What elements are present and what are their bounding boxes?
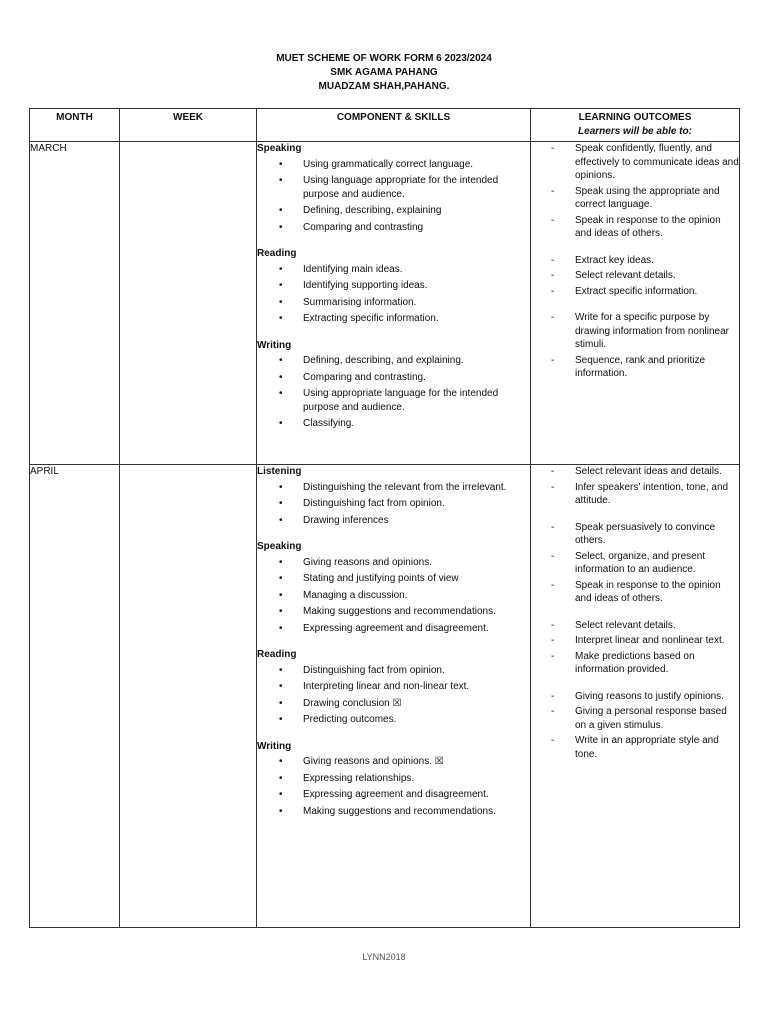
skill-item xyxy=(257,680,530,694)
skill-item xyxy=(257,805,530,819)
bullet-icon: • xyxy=(279,664,283,676)
outcome-item xyxy=(531,214,739,241)
skill-group xyxy=(257,339,530,431)
week-cell xyxy=(120,465,257,928)
bullet-icon: • xyxy=(279,418,283,429)
week-cell xyxy=(120,142,257,465)
skill-item xyxy=(257,664,530,678)
bullet-icon: • xyxy=(279,573,283,584)
bullet-icon: • xyxy=(279,158,283,170)
outcome-text: Speak persuasively to convince others. xyxy=(575,521,716,546)
bullet-icon: • xyxy=(279,606,283,617)
dash-icon: - xyxy=(551,354,555,366)
dash-icon: - xyxy=(551,579,555,591)
outcomes-header-label: LEARNING OUTCOMES xyxy=(578,112,692,123)
skill-item xyxy=(257,772,530,786)
skill-item xyxy=(257,556,530,570)
outcome-group xyxy=(531,619,739,677)
bullet-icon: • xyxy=(279,714,283,725)
school-name: SMK AGAMA PAHANG xyxy=(330,67,438,78)
skill-item xyxy=(257,572,530,586)
outcome-text: Giving reasons to justify opinions. xyxy=(575,690,724,702)
dash-icon: - xyxy=(551,619,555,631)
skill-item xyxy=(257,312,530,326)
skill-text: Comparing and contrasting. xyxy=(303,371,426,383)
component-cell xyxy=(257,465,531,928)
outcome-group xyxy=(531,465,739,508)
skill-item xyxy=(257,221,530,235)
skill-group-label: Speaking xyxy=(257,541,302,552)
skill-text: Using appropriate language for the intended purpose and audience. xyxy=(303,388,499,413)
component-column-header: COMPONENT & SKILLS xyxy=(257,109,531,142)
outcome-item xyxy=(531,650,739,677)
table-header-row xyxy=(30,109,740,142)
outcome-item xyxy=(531,619,739,633)
skill-text: Predicting outcomes. xyxy=(303,714,397,725)
outcomes-cell xyxy=(531,142,740,465)
skill-text: Giving reasons and opinions. ☒ xyxy=(303,756,444,767)
outcome-text: Giving a personal response based on a given stimulus. xyxy=(575,706,727,731)
outcome-group xyxy=(531,521,739,606)
skill-item xyxy=(257,296,530,310)
skill-group xyxy=(257,540,530,635)
month-cell: APRIL xyxy=(30,465,120,928)
dash-icon: - xyxy=(551,706,555,717)
outcome-text: Speak in response to the opinion and ideas of others. xyxy=(575,579,721,604)
skill-group-label: Speaking xyxy=(257,143,302,154)
outcome-item xyxy=(531,311,739,352)
skill-group-label: Writing xyxy=(257,740,292,752)
bullet-icon: • xyxy=(279,756,283,767)
outcome-text: Extract key ideas. xyxy=(575,254,654,266)
month-cell: MARCH xyxy=(30,142,120,465)
outcome-group xyxy=(531,690,739,762)
dash-icon: - xyxy=(551,143,555,154)
outcome-item xyxy=(531,142,739,183)
outcome-text: Speak using the appropriate and correct language. xyxy=(575,185,720,210)
skill-text: Expressing agreement and disagreement. xyxy=(303,622,489,634)
skill-group xyxy=(257,648,530,727)
outcome-item xyxy=(531,705,739,732)
skill-item xyxy=(257,204,530,218)
outcomes-column-header xyxy=(531,109,740,142)
skill-group xyxy=(257,247,530,326)
bullet-icon: • xyxy=(279,263,283,275)
bullet-icon: • xyxy=(279,789,283,800)
skill-text: Interpreting linear and non-linear text. xyxy=(303,681,470,692)
bullet-icon: • xyxy=(279,514,283,526)
footer-watermark: LYNN2018 xyxy=(362,952,406,962)
outcome-item xyxy=(531,734,739,761)
skill-group-label: Reading xyxy=(257,248,297,259)
skill-item xyxy=(257,481,530,495)
skill-group-label: Writing xyxy=(257,339,292,351)
outcomes-cell xyxy=(531,465,740,928)
outcome-item xyxy=(531,690,739,704)
skill-item xyxy=(257,755,530,769)
week-column-header: WEEK xyxy=(120,109,257,142)
skill-text: Managing a discussion. xyxy=(303,589,408,601)
skill-group xyxy=(257,740,530,819)
outcome-item xyxy=(531,254,739,268)
skill-text: Expressing relationships. xyxy=(303,772,415,784)
dash-icon: - xyxy=(551,214,555,226)
skill-text: Identifying supporting ideas. xyxy=(303,280,428,291)
skill-text: Making suggestions and recommendations. xyxy=(303,805,496,817)
bullet-icon: • xyxy=(279,175,283,186)
outcome-text: Select relevant details. xyxy=(575,270,676,281)
bullet-icon: • xyxy=(279,697,283,709)
outcome-text: Write in an appropriate style and tone. xyxy=(575,735,719,760)
skill-item xyxy=(257,622,530,636)
outcome-item xyxy=(531,269,739,283)
outcome-text: Extract specific information. xyxy=(575,285,698,297)
outcome-item xyxy=(531,354,739,381)
outcome-text: Select relevant details. xyxy=(575,619,676,631)
outcome-group xyxy=(531,142,739,241)
dash-icon: - xyxy=(551,185,555,197)
bullet-icon: • xyxy=(279,805,283,817)
skill-item xyxy=(257,354,530,368)
dash-icon: - xyxy=(551,735,555,746)
bullet-icon: • xyxy=(279,280,283,291)
outcomes-header-subtitle: Learners will be able to: xyxy=(578,125,692,137)
outcome-text: Sequence, rank and prioritize information. xyxy=(575,354,706,379)
skill-item xyxy=(257,497,530,511)
dash-icon: - xyxy=(551,635,555,646)
skill-item xyxy=(257,589,530,603)
outcome-item xyxy=(531,481,739,508)
skill-group-label: Reading xyxy=(257,649,297,660)
skill-text: Using language appropriate for the intended purpose and audience. xyxy=(303,175,499,200)
skill-item xyxy=(257,788,530,802)
skill-text: Defining, describing, and explaining. xyxy=(303,355,464,366)
skill-text: Comparing and contrasting xyxy=(303,221,424,233)
bullet-icon: • xyxy=(279,772,283,784)
bullet-icon: • xyxy=(279,622,283,634)
bullet-icon: • xyxy=(279,371,283,383)
component-cell xyxy=(257,142,531,465)
skill-item xyxy=(257,605,530,619)
skill-text: Classifying. xyxy=(303,418,355,429)
dash-icon: - xyxy=(551,521,555,533)
outcome-text: Infer speakers’ intention, tone, and attitude. xyxy=(575,481,729,506)
skill-item xyxy=(257,514,530,528)
document-title: MUET SCHEME OF WORK FORM 6 2023/2024 xyxy=(276,53,492,64)
bullet-icon: • xyxy=(279,556,283,568)
skill-item xyxy=(257,387,530,414)
outcome-group xyxy=(531,254,739,299)
dash-icon: - xyxy=(551,550,555,562)
skill-item xyxy=(257,174,530,201)
dash-icon: - xyxy=(551,481,555,493)
outcome-text: Make predictions based on information provided. xyxy=(575,650,695,675)
skill-item xyxy=(257,713,530,727)
skill-item xyxy=(257,371,530,385)
outcome-item xyxy=(531,634,739,648)
skill-item xyxy=(257,158,530,172)
outcome-item xyxy=(531,550,739,577)
skill-text: Drawing inferences xyxy=(303,514,389,526)
outcome-text: Select, organize, and present information to an audience. xyxy=(575,550,706,575)
dash-icon: - xyxy=(551,254,555,266)
outcome-text: Speak confidently, fluently, and effectively to communicate ideas and opinions. xyxy=(575,143,739,181)
skill-item xyxy=(257,417,530,431)
month-column-header: MONTH xyxy=(30,109,120,142)
outcome-group xyxy=(531,311,739,381)
skill-group xyxy=(257,465,530,527)
skill-text: Stating and justifying points of view xyxy=(303,573,459,584)
bullet-icon: • xyxy=(279,498,283,509)
bullet-icon: • xyxy=(279,681,283,692)
skill-group-label: Listening xyxy=(257,466,302,477)
dash-icon: - xyxy=(551,466,555,477)
outcome-item xyxy=(531,521,739,548)
skill-text: Expressing agreement and disagreement. xyxy=(303,789,489,800)
skill-text: Distinguishing the relevant from the irrelevant. xyxy=(303,481,507,493)
skill-item xyxy=(257,697,530,711)
bullet-icon: • xyxy=(279,296,283,308)
dash-icon: - xyxy=(551,690,555,702)
outcome-item xyxy=(531,285,739,299)
skill-text: Drawing conclusion ☒ xyxy=(303,697,402,709)
bullet-icon: • xyxy=(279,205,283,216)
outcome-item xyxy=(531,185,739,212)
dash-icon: - xyxy=(551,312,555,323)
outcome-item xyxy=(531,579,739,606)
skill-text: Distinguishing fact from opinion. xyxy=(303,498,445,509)
skill-text: Making suggestions and recommendations. xyxy=(303,606,496,617)
skill-group xyxy=(257,142,530,234)
outcome-text: Write for a specific purpose by drawing information from nonlinear stimuli. xyxy=(575,312,729,350)
skill-text: Defining, describing, explaining xyxy=(303,205,442,216)
bullet-icon: • xyxy=(279,481,283,493)
table-row xyxy=(30,142,740,465)
skill-text: Summarising information. xyxy=(303,296,417,308)
table-row xyxy=(30,465,740,928)
dash-icon: - xyxy=(551,650,555,662)
dash-icon: - xyxy=(551,285,555,297)
outcome-text: Speak in response to the opinion and ideas of others. xyxy=(575,214,721,239)
skill-text: Extracting specific information. xyxy=(303,313,439,324)
skill-item xyxy=(257,279,530,293)
bullet-icon: • xyxy=(279,355,283,366)
scheme-of-work-table xyxy=(29,108,740,928)
bullet-icon: • xyxy=(279,221,283,233)
bullet-icon: • xyxy=(279,589,283,601)
skill-text: Using grammatically correct language. xyxy=(303,158,474,170)
outcome-text: Select relevant ideas and details. xyxy=(575,466,722,477)
school-location: MUADZAM SHAH,PAHANG. xyxy=(318,81,450,92)
bullet-icon: • xyxy=(279,388,283,399)
skill-text: Giving reasons and opinions. xyxy=(303,556,432,568)
outcome-text: Interpret linear and nonlinear text. xyxy=(575,635,725,646)
bullet-icon: • xyxy=(279,313,283,324)
outcome-item xyxy=(531,465,739,479)
skill-text: Identifying main ideas. xyxy=(303,263,403,275)
skill-item xyxy=(257,263,530,277)
skill-text: Distinguishing fact from opinion. xyxy=(303,664,445,676)
dash-icon: - xyxy=(551,270,555,281)
